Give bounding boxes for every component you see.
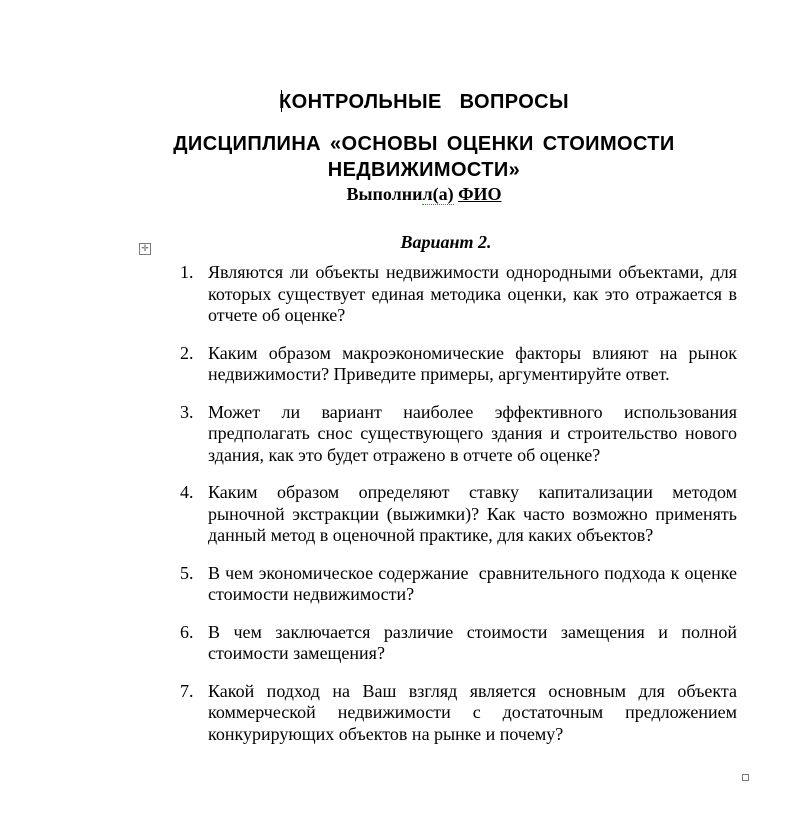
- question-text: В чем экономическое содержание сравнительного подхода к оценке стоимости недвижимости?: [208, 562, 742, 604]
- question-text: Каким образом определяют ставку капитализации методом рыночной экстракции (выжимки)? Как часто возможно применять данный метод в оценочной практике, для каких объектов?: [208, 482, 737, 545]
- question-number: 5.: [180, 562, 194, 583]
- question-number: 7.: [180, 680, 194, 701]
- question-number: 1.: [180, 262, 194, 282]
- question-number: 6.: [180, 621, 194, 642]
- question-item: [180, 482, 737, 547]
- question-number: 3.: [180, 401, 194, 422]
- question-text: Какой подход на Ваш взгляд является основным для объекта коммерческой недвижимости с достаточным предложением конкурирующих объектов на рынке и почему?: [208, 680, 737, 744]
- question-number: 2.: [180, 342, 194, 363]
- questions-list: [180, 262, 742, 745]
- variant-heading: Вариант 2.: [400, 232, 492, 252]
- author-label-squiggle: л(а): [422, 184, 454, 204]
- table-end-marker-icon: [742, 774, 749, 781]
- question-item: [180, 262, 737, 327]
- question-item: [180, 402, 737, 467]
- question-text: Каким образом макроэкономические факторы влияют на рынок недвижимости? Приведите примеры, аргументируйте ответ.: [208, 342, 737, 384]
- author-label-start: Выполни: [346, 184, 423, 204]
- discipline-text: ДИСЦИПЛИНА «ОСНОВЫ ОЦЕНКИ СТОИМОСТИ НЕДВИЖИМОСТИ»: [173, 133, 675, 181]
- question-item: [180, 562, 742, 606]
- question-item: [180, 343, 737, 386]
- table-move-handle-icon[interactable]: ✛: [139, 243, 151, 255]
- question-item: [180, 622, 737, 665]
- question-text: Может ли вариант наиболее эффективного использования предполагать снос существующего здания и строительство нового здания, как это будет отражено в отчете об оценке?: [208, 401, 737, 465]
- question-text: Являются ли объекты недвижимости однородными объектами, для которых существует единая методика оценки, как это отражается в отчете об оценке?: [208, 262, 737, 325]
- discipline-heading: [0, 131, 791, 183]
- question-text: В чем заключается различие стоимости замещения и полной стоимости замещения?: [208, 621, 737, 663]
- document-title: КОНТРОЛЬНЫЕ ВОПРОСЫ: [279, 91, 569, 113]
- question-number: 4.: [180, 482, 194, 502]
- author-line: [0, 184, 791, 205]
- author-name: ФИО: [458, 184, 502, 204]
- question-item: [180, 681, 737, 746]
